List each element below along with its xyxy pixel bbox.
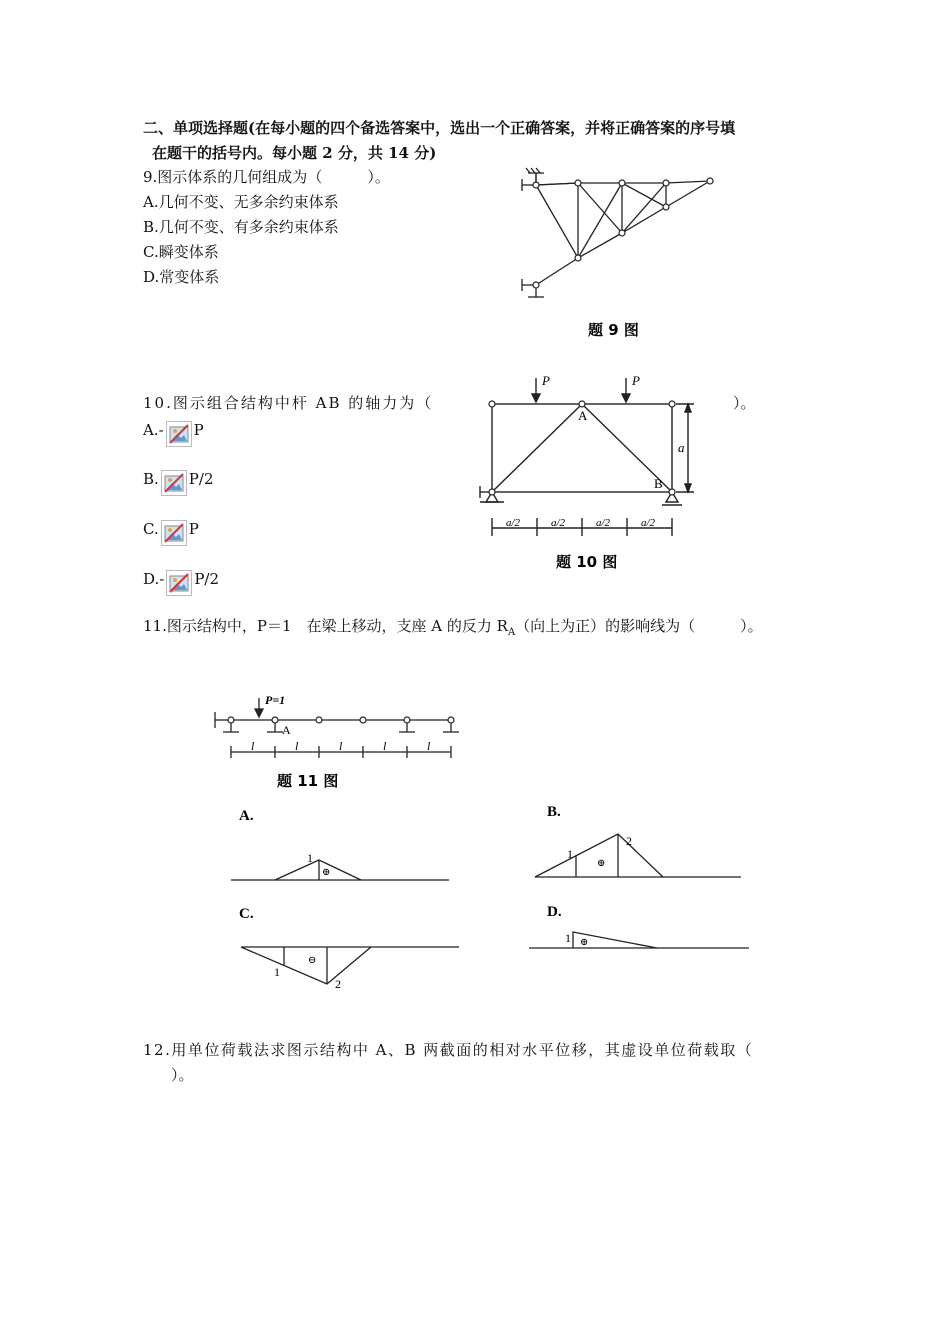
q11-span-label: l (383, 739, 387, 753)
q11-choice-c-value-2: 2 (335, 977, 341, 991)
q11-stem-sub: A (507, 627, 516, 638)
q10-stem-right: ）。 (733, 394, 756, 412)
q11-stem-a: 11.图示结构中，P＝1 在梁上移动，支座 A 的反力 R (143, 617, 508, 635)
broken-image-icon (161, 470, 187, 496)
q9-option-d: D.常变体系 (143, 268, 220, 286)
q11-choice-a-label: A. (239, 808, 254, 824)
q11-choice-d-sign: ⊕ (580, 937, 589, 948)
q11-choice-b-sign: ⊕ (597, 858, 606, 869)
q10-stem-left: 10.图示组合结构中杆 AB 的轴力为（ (143, 394, 434, 412)
q9-option-b: B.几何不变、有多余约束体系 (143, 218, 339, 236)
q11-caption: 题 11 图 (277, 772, 339, 790)
q11-choice-b-value-2: 2 (626, 834, 632, 848)
q11-span-label: l (427, 739, 431, 753)
q10-option-b (143, 467, 214, 493)
q12-stem-line2: ）。 (171, 1066, 194, 1084)
q11-choice-b-label: B. (547, 804, 561, 820)
q10-option-d (143, 567, 219, 593)
q11-choice-b (525, 800, 755, 890)
section-heading-line1: 二、单项选择题(在每小题的四个备选答案中，选出一个正确答案，并将正确答案的序号填 (143, 119, 736, 137)
q11-choice-c (225, 900, 465, 995)
q10-option-b-suffix: P/2 (188, 470, 214, 488)
q11-span-label: l (295, 739, 299, 753)
q10-node-a-label: A (578, 408, 588, 423)
q11-figure (205, 690, 475, 790)
q10-span-label: a/2 (641, 517, 656, 529)
q10-caption: 题 10 图 (556, 553, 618, 571)
q9-caption: 题 9 图 (588, 321, 639, 339)
q10-height-label: a (678, 440, 685, 455)
q10-figure (470, 370, 730, 575)
q10-node-b-label: B (654, 476, 663, 491)
q10-option-a (143, 418, 204, 444)
broken-image-icon (161, 520, 187, 546)
q11-choice-a (225, 800, 465, 890)
q9-option-c: C.瞬变体系 (143, 243, 219, 261)
q10-option-a-prefix: A.- (143, 421, 164, 439)
q10-option-c-prefix: C. (143, 520, 159, 538)
q11-choice-d-label: D. (547, 904, 562, 920)
q10-load1-label: P (542, 373, 550, 388)
broken-image-icon (166, 421, 192, 447)
q11-span-label: l (251, 739, 255, 753)
q11-choice-d (525, 900, 755, 965)
q11-choice-a-value: 1 (307, 851, 313, 865)
q11-choice-a-sign: ⊕ (322, 867, 331, 878)
q10-option-c (143, 517, 199, 543)
q10-span-label: a/2 (551, 517, 566, 529)
q11-choice-c-value-1: 1 (274, 965, 280, 979)
q9-option-a: A.几何不变、无多余约束体系 (143, 193, 339, 211)
q11-support-a-label: A (282, 723, 291, 737)
q10-option-c-suffix: P (188, 520, 199, 538)
q11-choice-d-value: 1 (565, 931, 571, 945)
q11-load-label: P=1 (265, 693, 286, 707)
q10-span-label: a/2 (596, 517, 611, 529)
q11-stem (143, 616, 763, 643)
q9-stem: 9.图示体系的几何组成为（ ）。 (143, 168, 390, 186)
q10-span-label: a/2 (506, 517, 521, 529)
q10-option-a-suffix: P (193, 421, 204, 439)
broken-image-icon (166, 570, 192, 596)
q10-option-d-prefix: D.- (143, 570, 165, 588)
q12-stem-line1: 12.用单位荷载法求图示结构中 A、B 两截面的相对水平位移，其虚设单位荷载取（ (143, 1041, 754, 1059)
q10-option-b-prefix: B. (143, 470, 159, 488)
q11-stem-b: （向上为正）的影响线为（ ）。 (515, 617, 763, 635)
section-heading-line2: 在题干的括号内。每小题 2 分，共 14 分) (152, 144, 437, 162)
q11-span-label: l (339, 739, 343, 753)
q11-choice-c-sign: ⊖ (308, 955, 317, 966)
q9-figure (510, 165, 730, 345)
q10-option-d-suffix: P/2 (194, 570, 220, 588)
q10-load2-label: P (632, 373, 640, 388)
q11-choice-b-value-1: 1 (567, 847, 573, 861)
q11-choice-c-label: C. (239, 906, 254, 922)
